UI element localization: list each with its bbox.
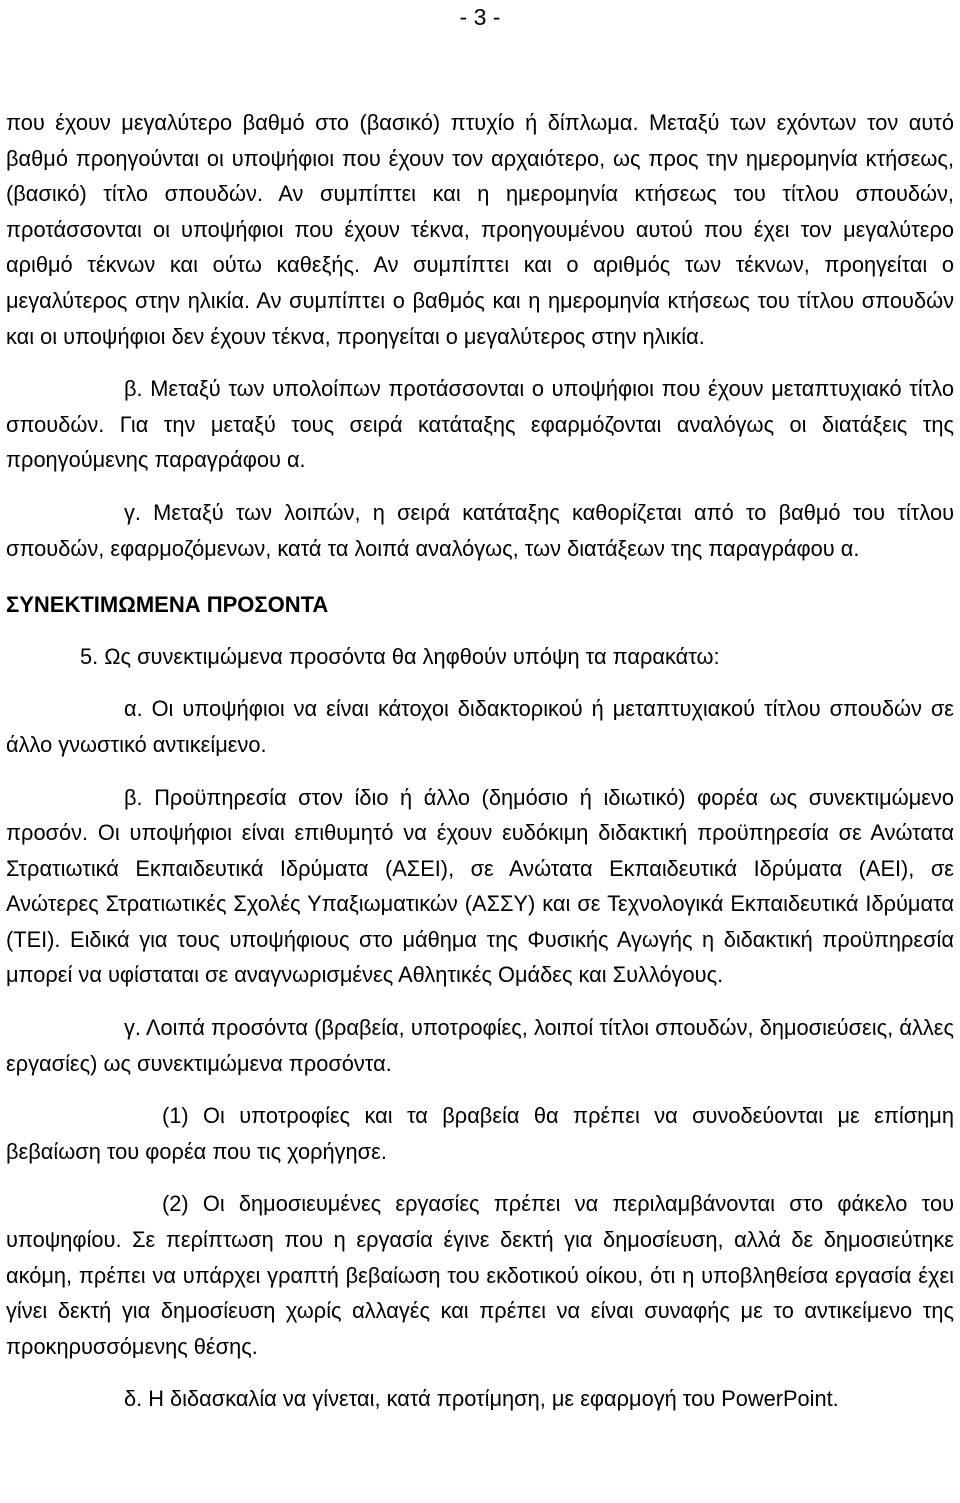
document-body <box>6 105 954 1417</box>
item-alpha: α. Οι υποψήφιοι να είναι κάτοχοι διδακτορικού ή μεταπτυχιακού τίτλου σπουδών σε άλλο γνωστικό αντικείμενο. <box>6 696 954 757</box>
item-delta: δ. Η διδασκαλία να γίνεται, κατά προτίμηση, με εφαρμογή του PowerPoint. <box>124 1386 839 1412</box>
paragraph-intro: που έχουν μεγαλύτερο βαθμό στο (βασικό) πτυχίο ή δίπλωμα. Μεταξύ των εχόντων τον αυτό βαθμό προηγούνται οι υποψήφιοι που έχουν τον αρχαιότερο, ως προς την ημερομηνία κτήσεως, (βασικό) τίτλο σπουδών. Αν συμπίπτει και η ημερομηνία κτήσεως του τίτλου σπουδών, προτάσσονται οι υποψήφιοι που έχουν τέκνα, προηγουμένου αυτού που έχει τον μεγαλύτερο αριθμό τέκνων και ούτω καθεξής. Αν συμπίπτει και ο αριθμός των τέκνων, προηγείται ο μεγαλύτερος στην ηλικία. Αν συμπίπτει ο βαθμός και η ημερομηνία κτήσεως του τίτλου σπουδών και οι υποψήφιοι δεν έχουν τέκνα, προηγείται ο μεγαλύτερος στην ηλικία. <box>6 110 954 349</box>
item-5-title: 5. Ως συνεκτιμώμενα προσόντα θα ληφθούν υπόψη τα παρακάτω: <box>80 643 720 669</box>
page-number: - 3 - <box>459 4 501 30</box>
paragraph-beta-ranking: β. Μεταξύ των υπολοίπων προτάσσονται ο υποψήφιοι που έχουν μεταπτυχιακό τίτλο σπουδών. Για την μεταξύ τους σειρά κατάταξης εφαρμόζονται αναλόγως οι διατάξεις της προηγούμενης παραγράφου α. <box>6 376 954 473</box>
sub-item-2: (2) Οι δημοσιευμένες εργασίες πρέπει να περιλαμβάνονται στο φάκελο του υποψηφίου. Σε περίπτωση που η εργασία έγινε δεκτή για δημοσίευση, αλλά δε δημοσιεύτηκε ακόμη, πρέπει να υπάρχει γραπτή βεβαίωση του εκδοτικού οίκου, ότι η υποβληθείσα εργασία έχει γίνει δεκτή για δημοσίευση χωρίς αλλαγές και πρέπει να είναι συναφής με το αντικείμενο της προκηρυσσόμενης θέσης. <box>6 1191 954 1359</box>
sub-item-1: (1) Οι υποτροφίες και τα βραβεία θα πρέπει να συνοδεύονται με επίσημη βεβαίωση του φορέα που τις χορήγησε. <box>6 1103 954 1164</box>
section-heading: ΣΥΝΕΚΤΙΜΩΜΕΝΑ ΠΡΟΣΟΝΤΑ <box>6 592 329 618</box>
item-beta: β. Προϋπηρεσία στον ίδιο ή άλλο (δημόσιο ή ιδιωτικό) φορέα ως συνεκτιμώμενο προσόν. Οι υποψήφιοι είναι επιθυμητό να έχουν ευδόκιμη διδακτική προϋπηρεσία σε Ανώτατα Στρατιωτικά Εκπαιδευτικά Ιδρύματα (ΑΣΕΙ), σε Ανώτατα Εκπαιδευτικά Ιδρύματα (ΑΕΙ), σε Ανώτερες Στρατιωτικές Σχολές Υπαξιωματικών (ΑΣΣΥ) και σε Τεχνολογικά Εκπαιδευτικά Ιδρύματα (ΤΕΙ). Ειδικά για τους υποψήφιους στο μάθημα της Φυσικής Αγωγής η διδακτική προϋπηρεσία μπορεί να υφίσταται σε αναγνωρισμένες Αθλητικές Ομάδες και Συλλόγους. <box>6 784 954 988</box>
paragraph-gamma-ranking: γ. Μεταξύ των λοιπών, η σειρά κατάταξης καθορίζεται από το βαθμό του τίτλου σπουδών, εφαρμοζόμενων, κατά τα λοιπά αναλόγως, των διατάξεων της παραγράφου α. <box>6 499 954 561</box>
item-gamma: γ. Λοιπά προσόντα (βραβεία, υποτροφίες, λοιποί τίτλοι σπουδών, δημοσιεύσεις, άλλες εργασίες) ως συνεκτιμώμενα προσόντα. <box>6 1015 954 1076</box>
